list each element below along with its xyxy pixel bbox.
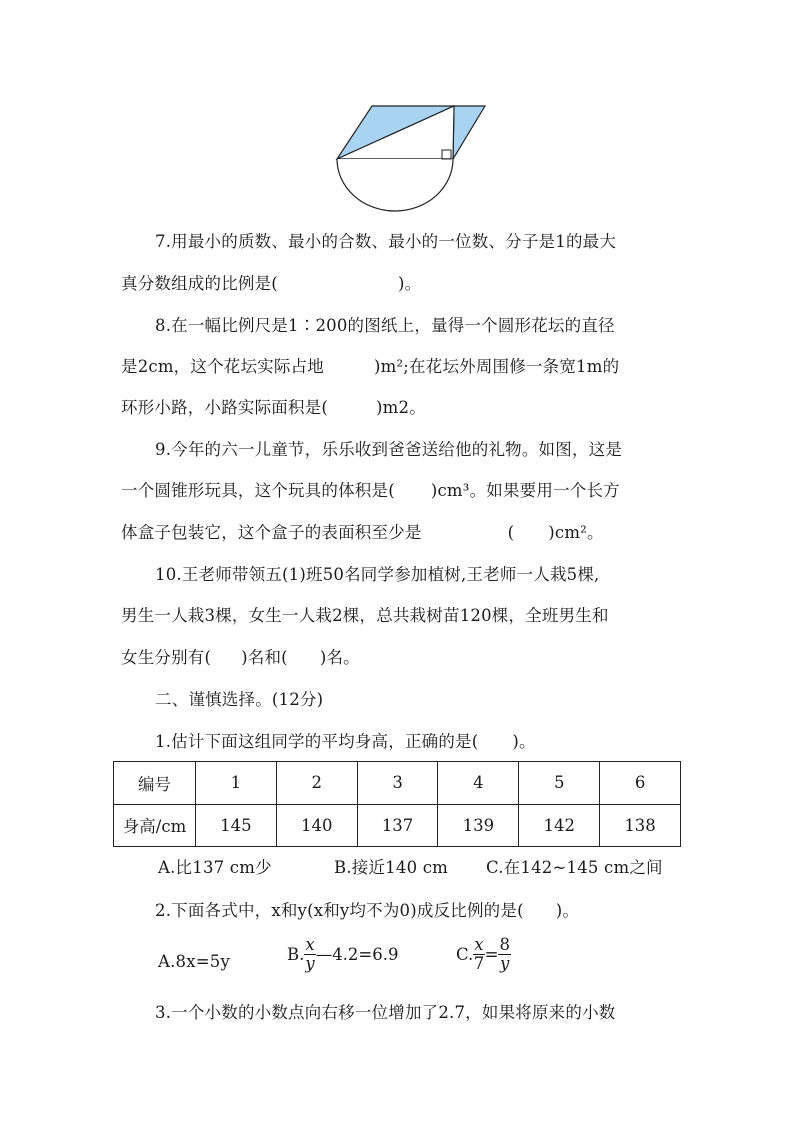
table-id-cell: 2 [276,762,357,805]
q7-line-1: 7.用最小的质数、最小的合数、最小的一位数、分子是1的最大 [155,232,617,251]
c2-option-c-numerator-1: x [474,935,484,954]
q8-line-1: 8.在一幅比例尺是1∶200的图纸上，量得一个圆形花坛的直径 [155,316,615,335]
q9-line-3 [121,523,604,543]
table-id-cell: 3 [357,762,438,805]
q9-line-3-open: ( [507,523,515,542]
table-id-cell: 5 [519,762,600,805]
table-height-cell: 140 [276,804,357,847]
q10-line-3-text: 女生分别有( [121,648,212,667]
c2-option-c-equals: = [484,944,499,964]
q7-line-2-text: 真分数组成的比例是( [121,274,278,293]
table-height-cell: 137 [357,804,438,847]
q8-line-2-text: 是2cm，这个花坛实际占地 [121,357,324,376]
c2-option-c-fraction-1 [473,936,484,973]
c2-option-c-denominator-1: 7 [473,954,485,973]
c2-option-a[interactable]: A.8x=5y [158,952,231,971]
q9-line-2-end: )cm³。如果要用一个长方 [430,481,620,500]
c2-option-c-denominator-2: y [500,954,510,973]
height-table [113,761,681,847]
q8-line-2-end: )m²;在花坛外周围修一条宽1m的 [374,357,620,376]
c2-question-end: )。 [555,901,580,920]
c2-option-b-tail: —4.2=6.9 [315,944,399,964]
geometry-figure [330,98,490,214]
c2-question [155,901,579,921]
table-height-cell: 145 [196,804,277,847]
c2-question-text: 2.下面各式中，x和y(x和y均不为0)成反比例的是( [155,901,524,920]
c3-question-line-1: 3.一个小数的小数点向右移一位增加了2.7，如果将原来的小数 [155,1003,616,1022]
c2-option-b-label: B. [287,944,305,964]
c1-option-c[interactable]: C.在142~145 cm之间 [486,858,663,877]
q9-line-3-end: )cm²。 [548,523,604,542]
q8-line-2 [121,357,619,377]
q9-line-2-text: 一个圆锥形玩具，这个玩具的体积是( [121,481,395,500]
c1-option-b[interactable]: B.接近140 cm [334,858,448,877]
q8-line-3-end: )m2。 [376,398,426,417]
c1-question-text: 1.估计下面这组同学的平均身高，正确的是( [155,732,479,751]
c2-option-c[interactable] [456,936,511,973]
table-header-row [114,762,681,805]
table-id-cell: 6 [600,762,681,805]
table-id-cell: 1 [196,762,277,805]
section-2-title: 二、谨慎选择。(12分) [155,690,324,709]
table-row [114,804,681,847]
table-height-cell: 139 [438,804,519,847]
c1-question [155,732,536,752]
q10-line-3 [121,648,360,668]
q9-line-2 [121,481,620,501]
c2-option-c-label: C. [456,944,474,964]
c1-option-a[interactable]: A.比137 cm少 [158,858,272,877]
q10-line-2: 男生一人栽3棵，女生一人栽2棵，总共栽树苗120棵，全班男生和 [121,606,609,625]
c2-option-b-denominator: y [305,954,315,973]
q10-line-1: 10.王老师带领五(1)班50名同学参加植树,王老师一人栽5棵, [155,565,600,584]
q8-line-3 [121,398,426,418]
shaded-triangle-right [453,106,485,159]
q9-line-3-text: 体盒子包装它，这个盒子的表面积至少是 [121,523,422,542]
table-id-cell: 4 [438,762,519,805]
q7-line-2 [121,274,421,294]
semicircle [337,159,453,211]
q9-line-1: 9.今年的六一儿童节，乐乐收到爸爸送给他的礼物。如图，这是 [155,440,623,459]
c2-option-c-numerator-2: 8 [499,935,510,954]
c2-option-b-fraction [304,936,315,973]
table-row-label: 身高/cm [114,804,196,847]
table-height-cell: 138 [600,804,681,847]
c2-option-b[interactable] [287,936,399,973]
c2-option-b-numerator: x [305,935,315,954]
q10-line-3-end: )名。 [319,648,360,667]
table-height-cell: 142 [519,804,600,847]
q7-line-2-end: )。 [397,274,422,293]
table-header-label: 编号 [114,762,196,805]
c2-option-c-fraction-2 [498,936,511,973]
c1-question-end: )。 [512,732,536,751]
q8-line-3-text: 环形小路，小路实际面积是( [121,398,329,417]
q10-line-3-mid: )名和( [241,648,288,667]
